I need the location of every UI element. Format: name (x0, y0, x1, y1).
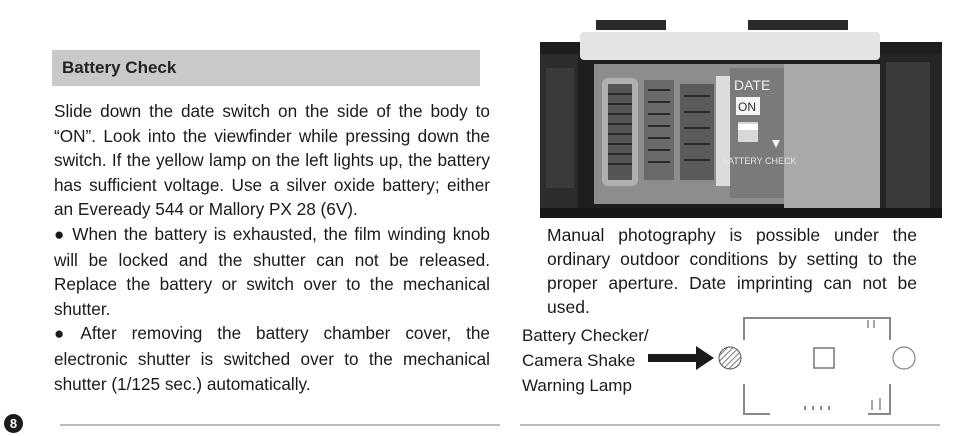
section-title: Battery Check (62, 58, 177, 77)
date-label: DATE (734, 77, 771, 93)
focus-square-icon (814, 348, 834, 368)
bullet-icon: ● (54, 324, 75, 344)
callout-line-1: Battery Checker/ (522, 326, 649, 345)
bullet-paragraph-2 (54, 321, 490, 396)
bottom-divider (520, 424, 940, 426)
battery-check-label: BATTERY CHECK (722, 156, 797, 166)
callout-line-3: Warning Lamp (522, 376, 632, 395)
body-text (54, 99, 490, 396)
right-indicator-icon (893, 347, 915, 369)
manual-photography-note: Manual photography is possible under the ordinary outdoor conditions by setting to the proper aperture. Date imprinting can not be used. (547, 225, 917, 317)
callout-label (522, 323, 649, 398)
camera-photo (540, 18, 942, 218)
viewfinder-diagram (640, 310, 930, 422)
arrow-right-icon (648, 346, 714, 370)
gear-knob-icon (602, 76, 730, 186)
bullet-icon: ● (54, 224, 67, 244)
bottom-divider (60, 424, 500, 426)
callout-line-2: Camera Shake (522, 351, 636, 370)
on-label: ON (738, 100, 756, 114)
warning-lamp-icon (719, 347, 741, 369)
bullet-text-1: When the battery is exhausted, the film winding knob will be locked and the shutter can not be released. Replace the battery or switch over to the mechanical shutter. (54, 223, 490, 319)
bullet-paragraph-1 (54, 222, 490, 321)
page-number: 8 (4, 414, 23, 433)
paragraph-intro: Slide down the date switch on the side of the body to “ON”. Look into the viewfinder while pressing down the switch. If the yellow lamp on the left lights up, the battery has sufficient voltage. Use a silver oxide battery; either an Eveready 544 or Mallory PX 28 (6V). (54, 101, 490, 220)
bullet-text-2: After removing the battery chamber cover, the electronic shutter is switched over to the mechanical shutter (1/125 sec.) automatically. (54, 323, 490, 394)
section-header (52, 50, 480, 86)
